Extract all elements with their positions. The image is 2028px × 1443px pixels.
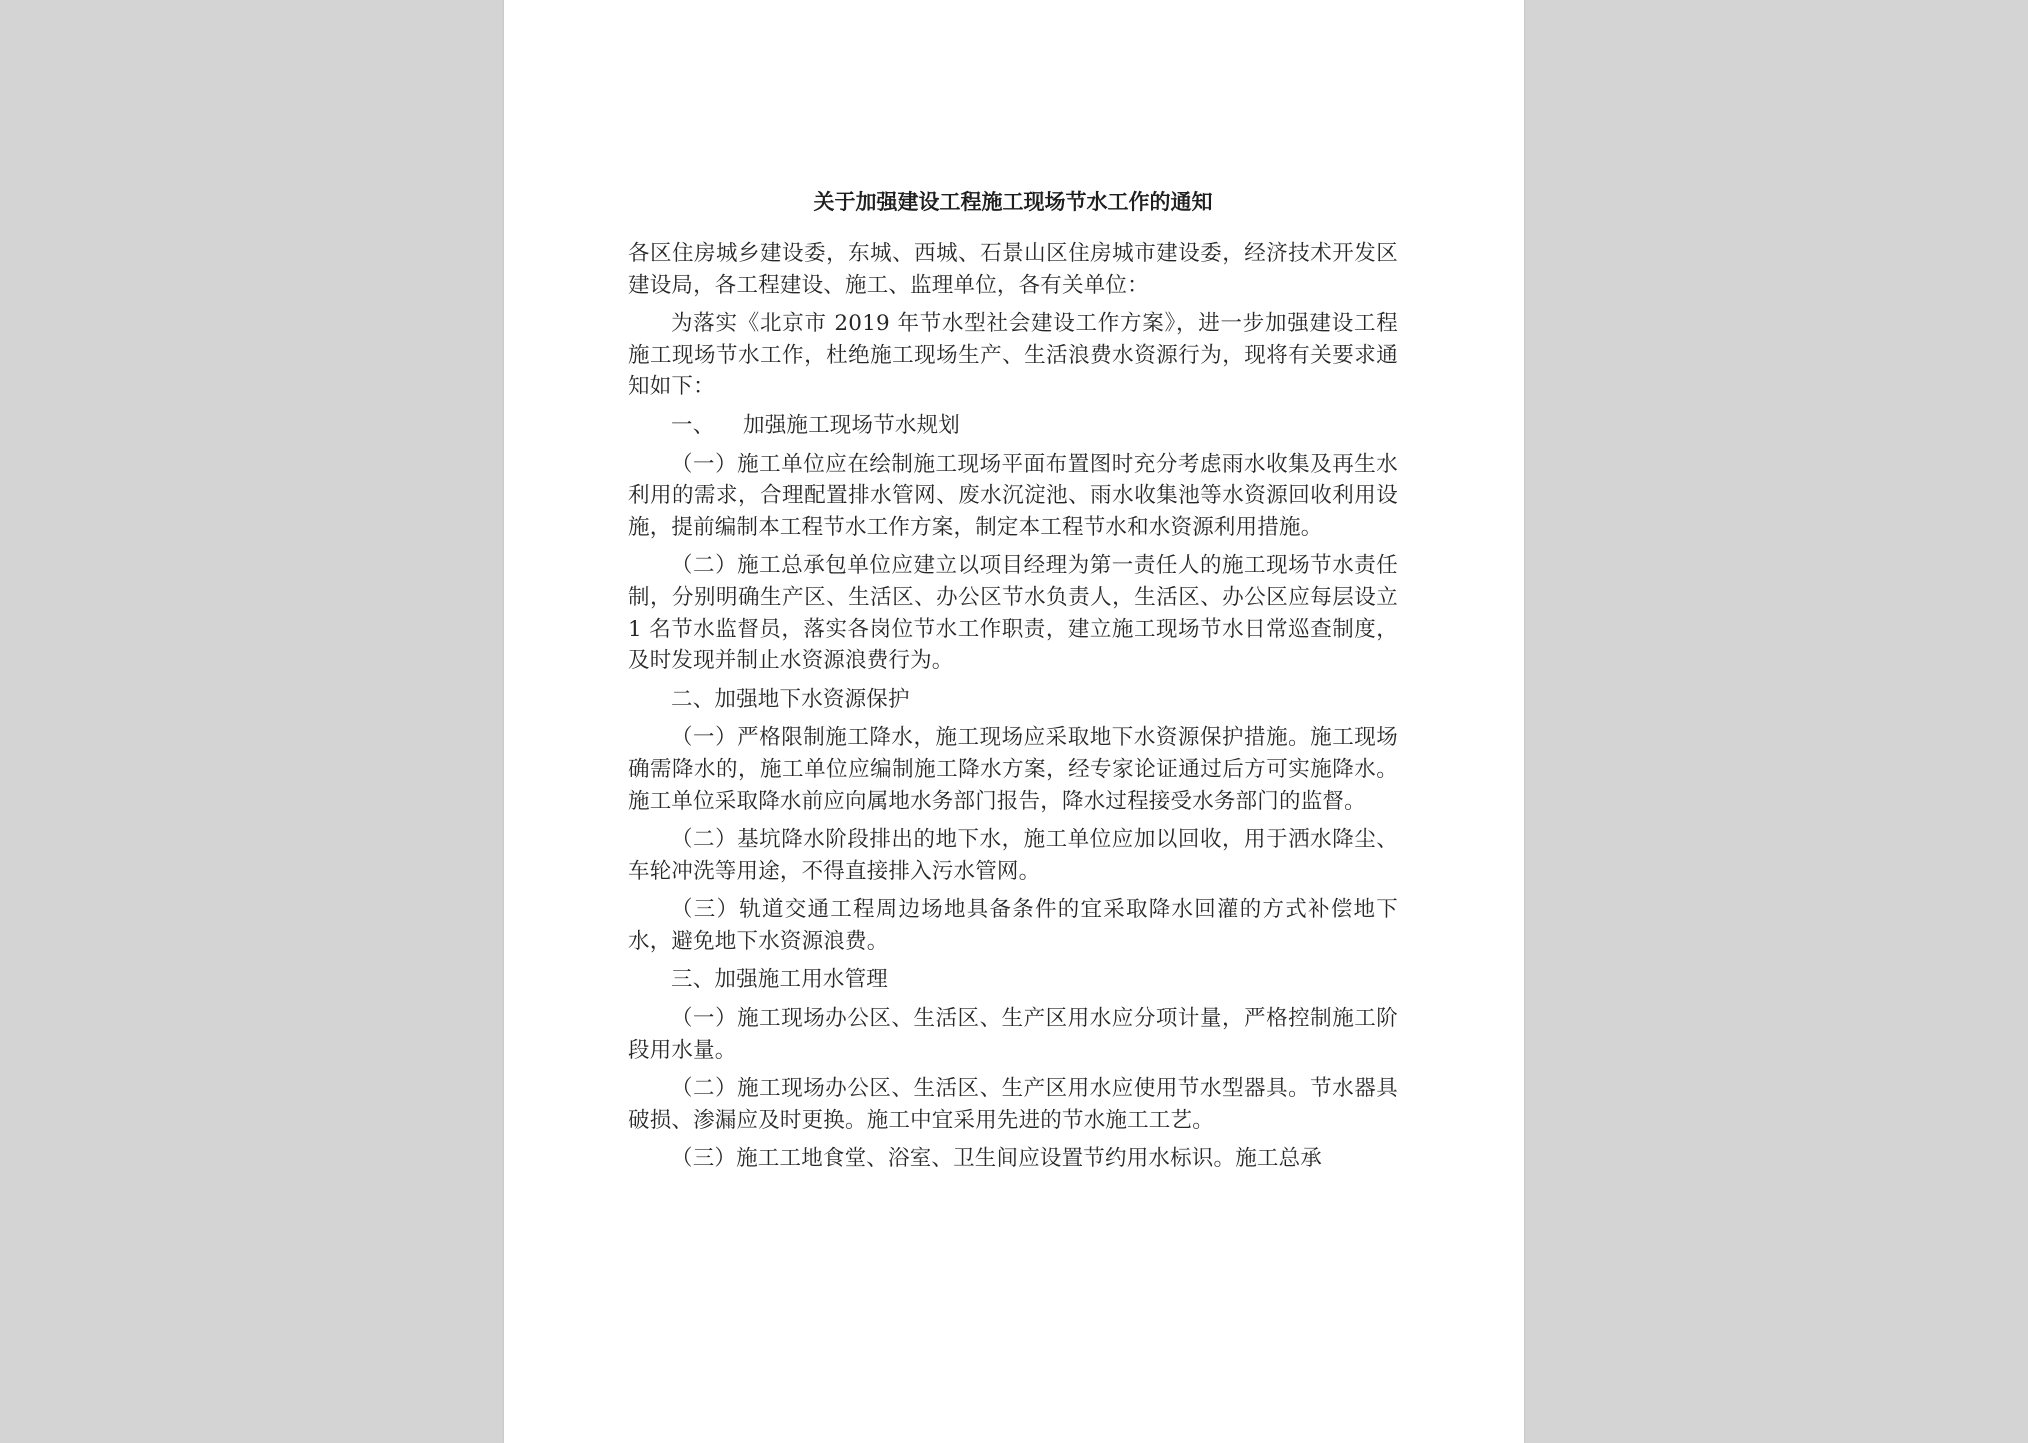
- section-1-item-2: （二）施工总承包单位应建立以项目经理为第一责任人的施工现场节水责任制，分别明确生产区、生活区、办公区节水负责人，生活区、办公区应每层设立 1 名节水监督员，落实各岗位节水工作职责，建立施工现场节水日常巡查制度，及时发现并制止水资源浪费行为。: [628, 553, 1398, 674]
- document-title: 关于加强建设工程施工现场节水工作的通知: [813, 190, 1213, 214]
- section-3-item-2: （二）施工现场办公区、生活区、生产区用水应使用节水型器具。节水器具破损、渗漏应及时更换。施工中宜采用先进的节水施工工艺。: [628, 1076, 1398, 1133]
- section-2-item-3: （三）轨道交通工程周边场地具备条件的宜采取降水回灌的方式补偿地下水，避免地下水资源浪费。: [628, 897, 1398, 954]
- section-1-number: 一、: [671, 412, 715, 438]
- addressee-paragraph: 各区住房城乡建设委，东城、西城、石景山区住房城市建设委，经济技术开发区建设局，各工程建设、施工、监理单位，各有关单位：: [628, 241, 1398, 298]
- section-2-item-2: （二）基坑降水阶段排出的地下水，施工单位应加以回收，用于洒水降尘、车轮冲洗等用途，不得直接排入污水管网。: [628, 827, 1398, 884]
- section-1-item-1: （一）施工单位应在绘制施工现场平面布置图时充分考虑雨水收集及再生水利用的需求，合理配置排水管网、废水沉淀池、雨水收集池等水资源回收利用设施，提前编制本工程节水工作方案，制定本工程节水和水资源利用措施。: [628, 451, 1398, 540]
- section-1-heading: [628, 410, 1398, 442]
- section-3-item-3: （三）施工工地食堂、浴室、卫生间应设置节约用水标识。施工总承: [671, 1146, 1323, 1172]
- page-content: [628, 184, 1398, 1180]
- section-3-item-1: （一）施工现场办公区、生活区、生产区用水应分项计量，严格控制施工阶段用水量。: [628, 1006, 1398, 1063]
- intro-paragraph: 为落实《北京市 2019 年节水型社会建设工作方案》，进一步加强建设工程施工现场节水工作，杜绝施工现场生产、生活浪费水资源行为，现将有关要求通知如下：: [628, 311, 1398, 400]
- section-2-item-1: （一）严格限制施工降水，施工现场应采取地下水资源保护措施。施工现场确需降水的，施工单位应编制施工降水方案，经专家论证通过后方可实施降水。施工单位采取降水前应向属地水务部门报告，降水过程接受水务部门的监督。: [628, 725, 1398, 814]
- section-3-heading: 三、加强施工用水管理: [671, 967, 889, 993]
- section-2-heading: 二、加强地下水资源保护: [671, 686, 910, 712]
- document-page: [504, 0, 1524, 1443]
- section-1-title: 加强施工现场节水规划: [743, 412, 961, 438]
